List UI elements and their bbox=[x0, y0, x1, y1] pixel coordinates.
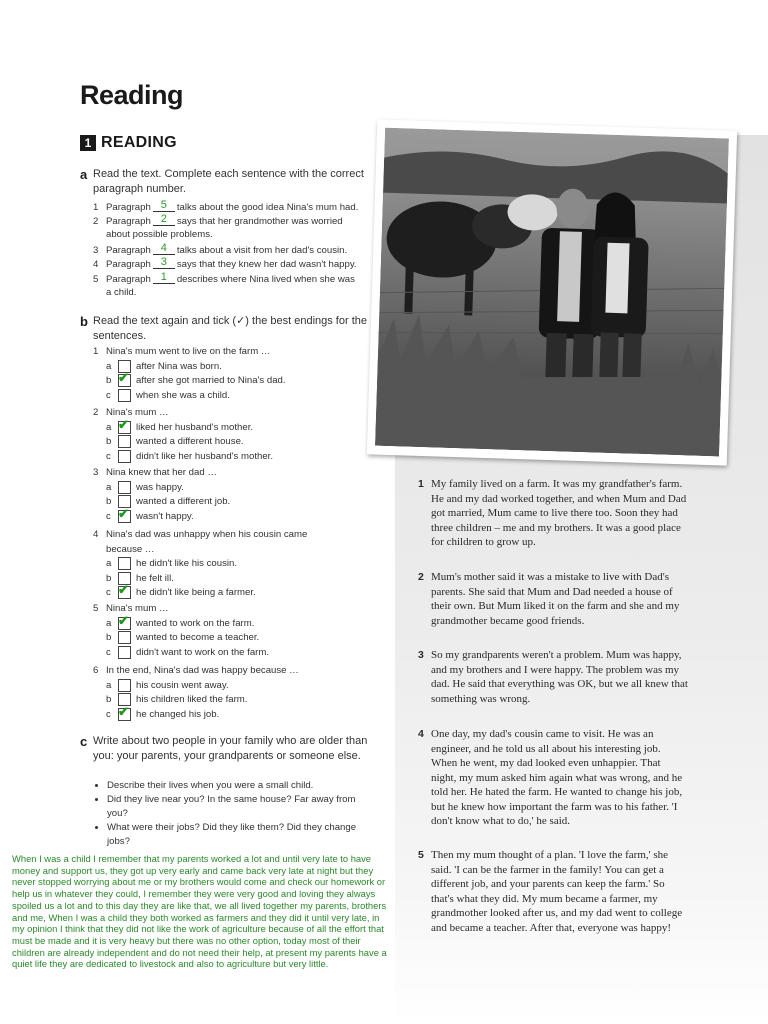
item-number: 1 bbox=[93, 202, 99, 213]
option-text: he changed his job. bbox=[136, 708, 220, 720]
option-text: he didn't like being a farmer. bbox=[136, 587, 256, 598]
bullet-item: • Describe their lives when you were a small child. bbox=[107, 779, 357, 793]
option-text: wasn't happy. bbox=[136, 510, 194, 522]
option-checkbox[interactable] bbox=[118, 557, 131, 570]
option-letter: a bbox=[106, 421, 112, 433]
item-number: 5 bbox=[93, 274, 99, 285]
student-answer-text[interactable]: When I was a child I remember that my parents worked a lot and until very late to have money and support us, they got up very early and came back very late at night but they never stopped worrying about me or my brothers would come and check our homework or help us in whatever they could, I remember they were very good and loving they always spoiled us a lot and to this day they are like that, we all lived together my parents, brothers and me, When I was a child they both worked as farmers and they did it until very late, in my opinion I think that they did not like the work of agriculture because of all the effort that must be made and it is very heavy but there was no other option, today most of their children are already independent and do not need their help, at present my parents have a quiet life they are dedicated to livestock and also to agriculture but very little. bbox=[12, 853, 387, 970]
paragraph-text: One day, my dad's cousin came to visit. He was an engineer, and he told us all about his interesting job. When he went, my dad looked even unhappier. That night, my mum asked him again what was wrong, and he told her. He hated the farm. He wanted to change his job, but he knew how important the farm was to his father. 'I don't know what to do,' he said. bbox=[431, 728, 683, 827]
paragraph-number: 2 bbox=[418, 571, 424, 583]
option-checkbox[interactable] bbox=[118, 481, 131, 494]
option-checkbox[interactable] bbox=[118, 505, 131, 523]
question-number: 1 bbox=[93, 346, 99, 357]
question-text: Nina's mum went to live on the farm … bbox=[106, 346, 271, 357]
part-c-letter: c bbox=[80, 734, 88, 749]
option-text: his cousin went away. bbox=[136, 679, 229, 691]
option-letter: a bbox=[106, 481, 112, 493]
paragraph-text: Then my mum thought of a plan. 'I love the farm,' she said. 'I can be the farmer in the family! You can get a different job, and your parents can keep the farm.' So that's what they did. My mum became a farmer, my grandmother looked after us, and my dad went to college and became a teacher. After that, everyone was happy! bbox=[431, 849, 683, 934]
option-text: his children liked the farm. bbox=[136, 694, 248, 705]
item-continuation: a child. bbox=[106, 287, 137, 298]
section-title: READING bbox=[101, 134, 177, 151]
tick-mark-icon: ✔ bbox=[118, 703, 129, 719]
paragraph-text: So my grandparents weren't a problem. Mum was happy, and my brothers and I were happy. The problem was my dad. He said that everything was OK, but we all knew that something was wrong. bbox=[431, 649, 688, 705]
item-lead: Paragraph bbox=[106, 245, 151, 256]
option-text: when she was a child. bbox=[136, 389, 230, 401]
item-lead: Paragraph bbox=[106, 202, 151, 213]
question-stem bbox=[93, 602, 169, 615]
text-paragraph-2 bbox=[418, 570, 688, 628]
option-letter: b bbox=[106, 572, 112, 584]
paragraph-number: 4 bbox=[418, 728, 424, 740]
paragraph-number: 1 bbox=[418, 478, 424, 490]
question-stem bbox=[93, 406, 169, 419]
question-number: 4 bbox=[93, 529, 99, 540]
option-letter: c bbox=[106, 587, 111, 598]
option-letter: b bbox=[106, 436, 112, 447]
option-letter: a bbox=[106, 558, 112, 569]
option-letter: c bbox=[106, 450, 111, 462]
item-text: talks about the good idea Nina's mum had. bbox=[176, 202, 359, 213]
paragraph-text: Mum's mother said it was a mistake to live with Dad's parents. She said that Mum and Dad needed a house of their own. But Mum liked it on the farm and she and my grandmother became good friends. bbox=[431, 571, 680, 627]
option-checkbox[interactable] bbox=[118, 370, 131, 387]
part-a-item bbox=[93, 257, 357, 273]
question-text: In the end, Nina's dad was happy because … bbox=[106, 665, 299, 676]
option-checkbox[interactable] bbox=[118, 612, 131, 630]
item-text: says that they knew her dad wasn't happy. bbox=[176, 259, 357, 270]
item-lead: Paragraph bbox=[106, 259, 151, 270]
option-letter: c bbox=[106, 389, 111, 401]
item-lead: Paragraph bbox=[106, 216, 151, 227]
option-checkbox[interactable] bbox=[118, 631, 131, 644]
option-letter: b bbox=[106, 375, 112, 386]
option-checkbox[interactable] bbox=[118, 435, 131, 448]
item-number: 4 bbox=[93, 259, 99, 270]
paragraph-number: 3 bbox=[418, 649, 424, 661]
text-paragraph-5 bbox=[418, 848, 688, 935]
option-text: was happy. bbox=[136, 481, 184, 493]
option-text: he didn't like his cousin. bbox=[136, 558, 238, 569]
question-text: Nina's mum … bbox=[106, 603, 169, 614]
part-b-letter: b bbox=[80, 314, 88, 329]
question-number: 5 bbox=[93, 603, 99, 614]
farm-couple-photo bbox=[375, 128, 729, 457]
question-text: Nina's mum … bbox=[106, 407, 169, 418]
answer-blank[interactable]: 3 bbox=[153, 257, 175, 269]
item-number: 3 bbox=[93, 245, 99, 256]
option-text: after she got married to Nina's dad. bbox=[136, 375, 286, 386]
question-stem bbox=[93, 664, 299, 677]
item-lead: Paragraph bbox=[106, 274, 151, 285]
option-text: didn't like her husband's mother. bbox=[136, 450, 273, 462]
option-text: wanted a different house. bbox=[136, 436, 244, 447]
text-paragraph-1 bbox=[418, 477, 688, 550]
tick-mark-icon: ✔ bbox=[118, 505, 129, 521]
option-letter: b bbox=[106, 694, 112, 705]
part-c-instruction: Write about two people in your family who are older than you: your parents, your grandparents or someone else. bbox=[93, 735, 368, 762]
tick-mark-icon: ✔ bbox=[118, 612, 129, 628]
option-text: wanted to become a teacher. bbox=[136, 632, 260, 643]
option-letter: c bbox=[106, 646, 111, 658]
tick-mark-icon: ✔ bbox=[118, 582, 129, 597]
option-letter: c bbox=[106, 510, 111, 522]
option-checkbox[interactable] bbox=[118, 646, 131, 659]
item-number: 2 bbox=[93, 216, 99, 227]
option-checkbox[interactable] bbox=[118, 703, 131, 721]
text-paragraph-3 bbox=[418, 648, 688, 706]
option-text: wanted a different job. bbox=[136, 496, 231, 507]
question-number: 6 bbox=[93, 665, 99, 676]
part-b-instruction: Read the text again and tick (✓) the best endings for the sentences. bbox=[93, 315, 367, 342]
option-checkbox[interactable] bbox=[118, 389, 131, 402]
question-text: Nina knew that her dad … bbox=[106, 467, 217, 478]
answer-blank[interactable]: 2 bbox=[153, 214, 175, 226]
section-number-badge: 1 bbox=[80, 135, 96, 151]
tick-mark-icon: ✔ bbox=[118, 416, 129, 432]
option-checkbox[interactable] bbox=[118, 582, 131, 599]
option-letter: a bbox=[106, 679, 112, 691]
bullet-item: • What were their jobs? Did they like them? Did they change jobs? bbox=[107, 821, 357, 849]
option-text: liked her husband's mother. bbox=[136, 421, 254, 433]
paragraph-number: 5 bbox=[418, 849, 424, 861]
option-checkbox[interactable] bbox=[118, 416, 131, 434]
option-letter: b bbox=[106, 496, 112, 507]
text-paragraph-4 bbox=[418, 727, 688, 829]
item-continuation: about possible problems. bbox=[106, 229, 213, 240]
option-letter: b bbox=[106, 632, 112, 643]
part-c-bullet-list bbox=[93, 779, 357, 849]
option-letter: a bbox=[106, 617, 112, 629]
question-stem bbox=[93, 528, 307, 541]
option-text: he felt ill. bbox=[136, 572, 174, 584]
tick-mark-icon: ✔ bbox=[118, 370, 129, 385]
part-a-instruction: Read the text. Complete each sentence with the correct paragraph number. bbox=[93, 168, 364, 195]
option-checkbox[interactable] bbox=[118, 450, 131, 463]
bullet-item: • Did they live near you? In the same house? Far away from you? bbox=[107, 793, 357, 821]
answer-blank[interactable]: 1 bbox=[153, 272, 175, 284]
question-stem bbox=[93, 466, 217, 479]
page-title: Reading bbox=[80, 80, 184, 110]
part-a-letter: a bbox=[80, 167, 88, 182]
question-number: 2 bbox=[93, 407, 99, 418]
option-letter: a bbox=[106, 360, 112, 372]
answer-blank[interactable]: 5 bbox=[153, 200, 175, 212]
question-continuation: because … bbox=[106, 543, 155, 555]
option-text: wanted to work on the farm. bbox=[136, 617, 255, 629]
item-text: describes where Nina lived when she was bbox=[176, 274, 355, 285]
answer-blank[interactable]: 4 bbox=[153, 243, 175, 255]
question-text: Nina's dad was unhappy when his cousin came bbox=[106, 529, 308, 540]
paragraph-text: My family lived on a farm. It was my grandfather's farm. He and my dad worked together, and when Mum and Dad got married, Mum came to live there too. Soon they had three children – me and my brothers. It was a good place for children to grow up. bbox=[431, 478, 687, 548]
option-text: after Nina was born. bbox=[136, 360, 222, 372]
option-letter: c bbox=[106, 708, 111, 720]
photo-frame bbox=[367, 119, 737, 465]
option-text: didn't want to work on the farm. bbox=[136, 646, 270, 658]
option-checkbox[interactable] bbox=[118, 679, 131, 692]
question-number: 3 bbox=[93, 467, 99, 478]
item-text: talks about a visit from her dad's cousin. bbox=[176, 245, 348, 256]
question-stem bbox=[93, 345, 270, 358]
item-text: says that her grandmother was worried bbox=[176, 216, 343, 227]
